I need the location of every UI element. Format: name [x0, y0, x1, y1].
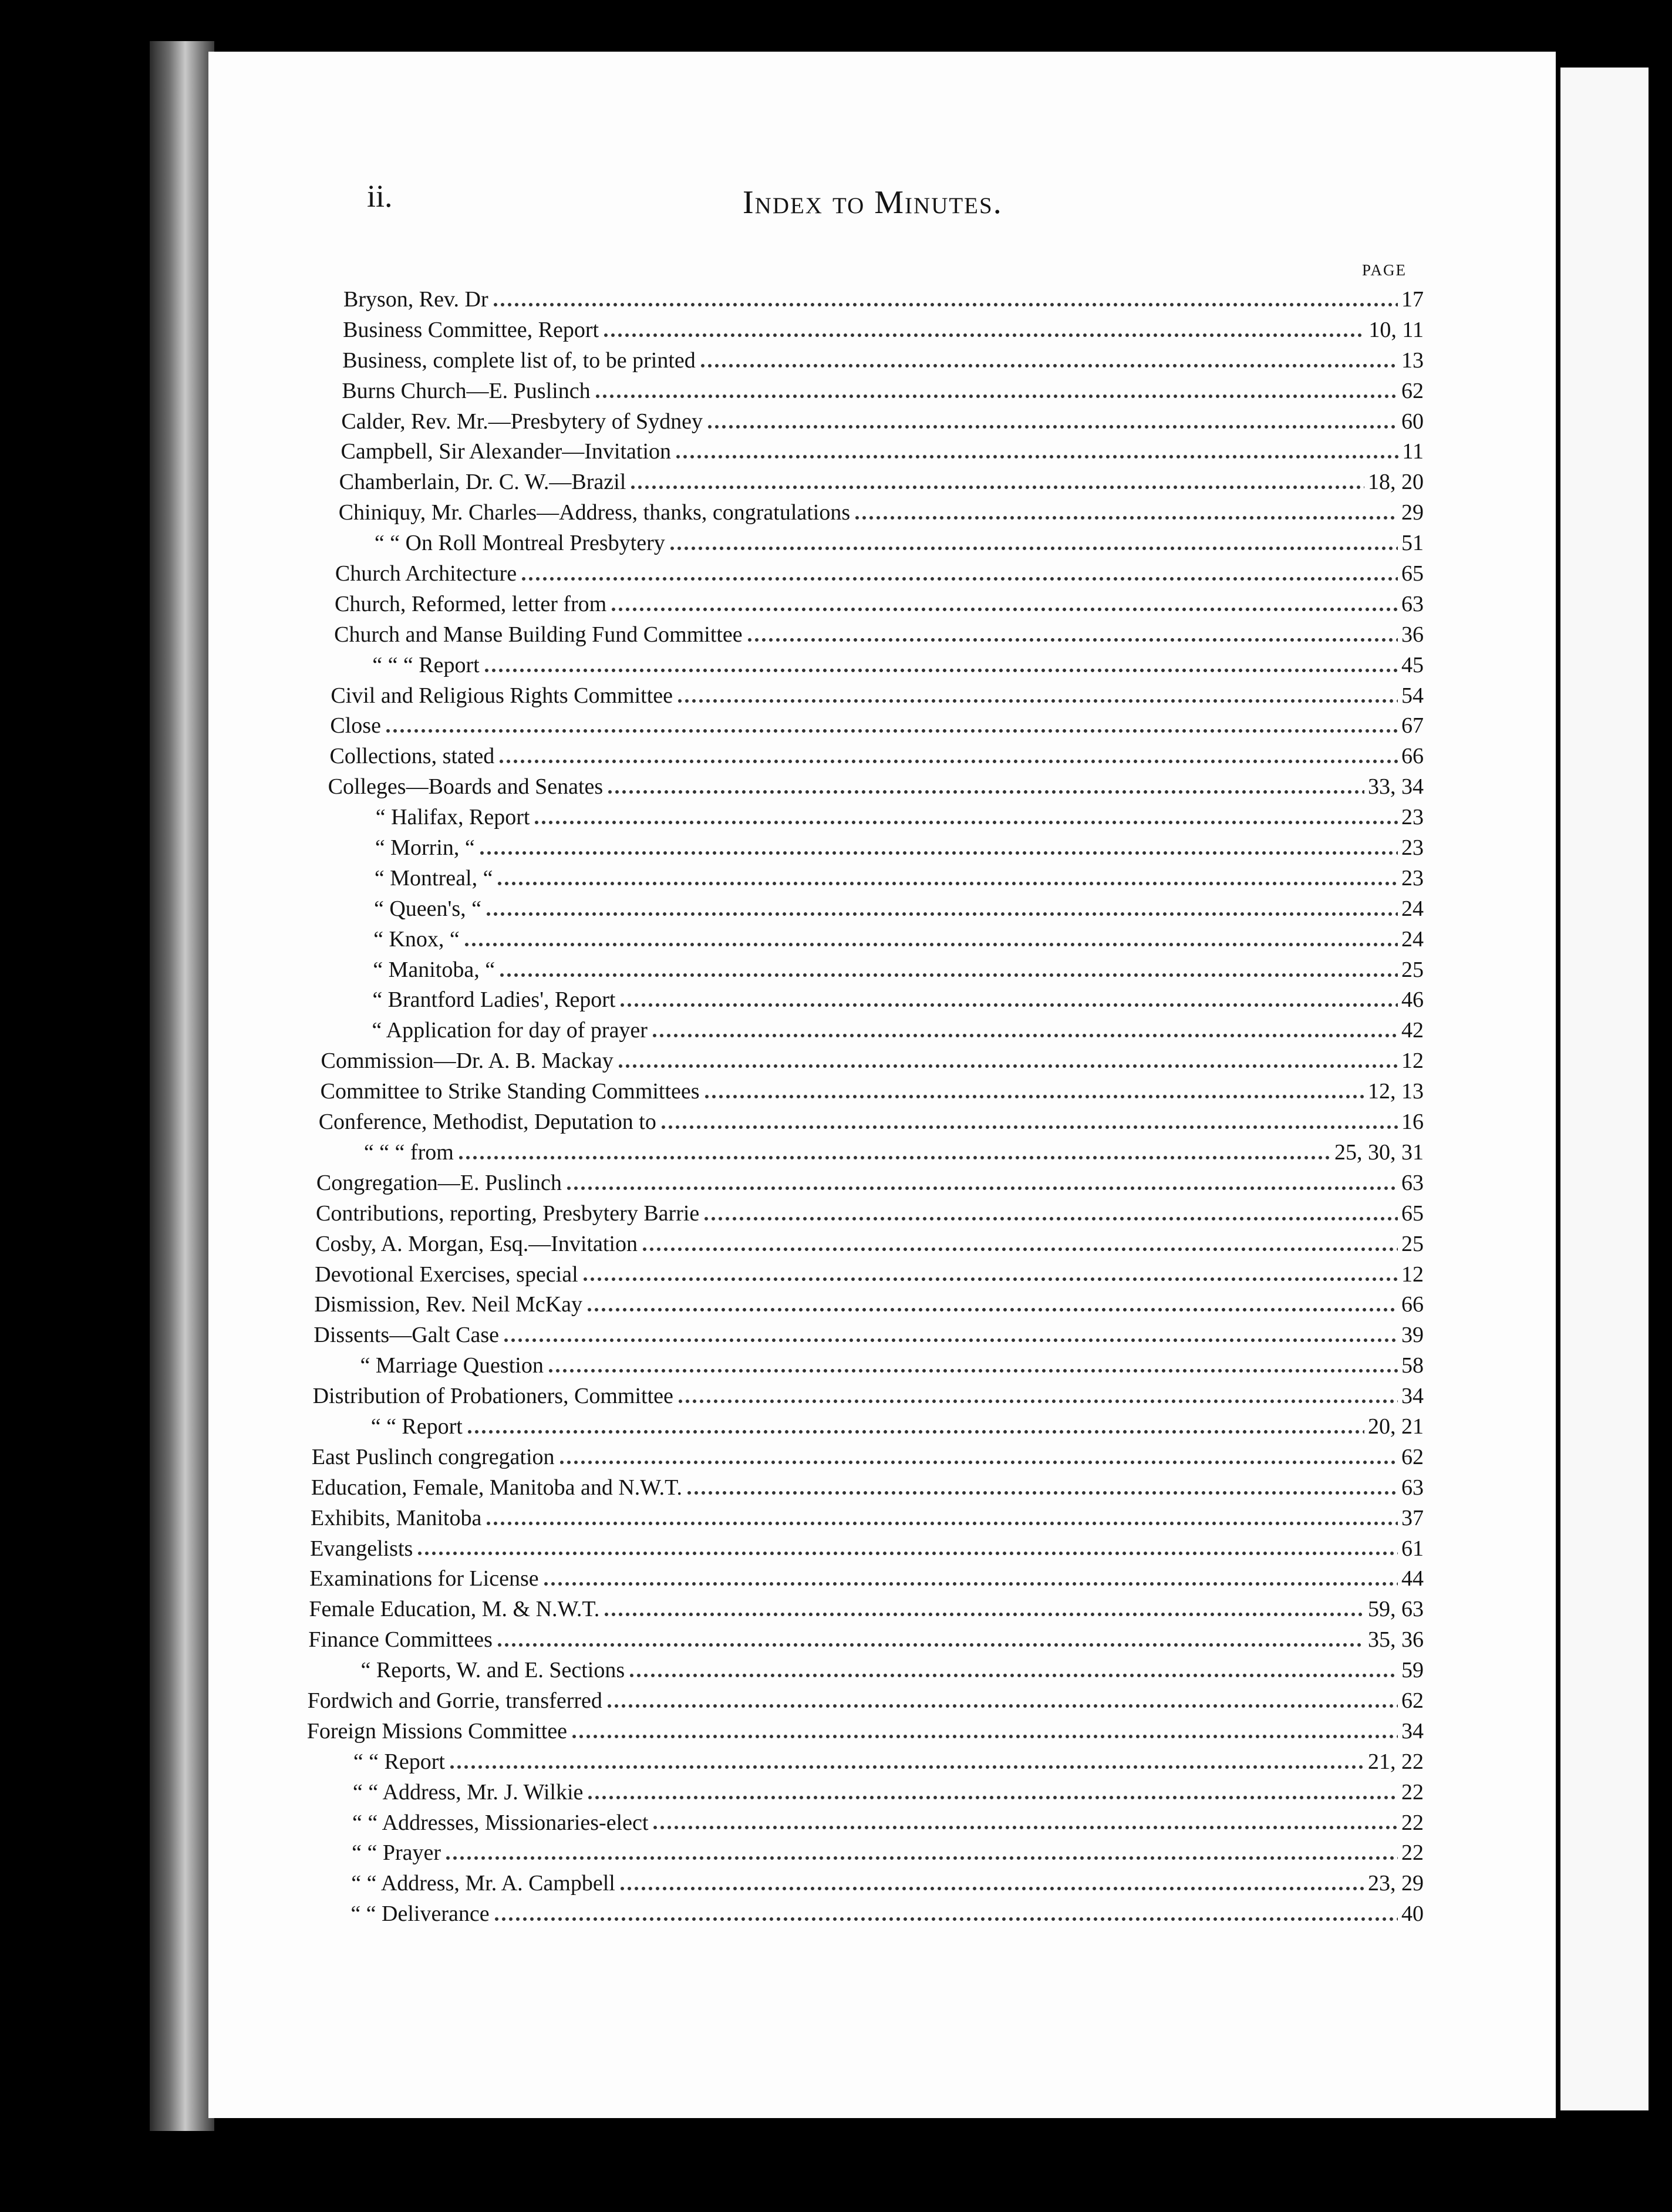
index-entry-pages: 51: [1401, 531, 1424, 556]
index-entry-label: Dismission, Rev. Neil McKay: [314, 1292, 582, 1317]
index-entry-pages: 12, 13: [1368, 1079, 1424, 1104]
index-entry: [330, 376, 1424, 407]
page-title: Index to Minutes.: [743, 184, 1003, 221]
index-entry-label: Close: [330, 713, 381, 739]
index-entry-label: Cosby, A. Morgan, Esq.—Invitation: [315, 1231, 638, 1256]
index-entry-label: Business Committee, Report: [343, 317, 599, 342]
index-entry: [329, 467, 1424, 498]
index-entry: [326, 620, 1424, 650]
index-entry-pages: 22: [1401, 1779, 1424, 1805]
index-entry: [308, 1686, 1424, 1717]
adjacent-page-edge: [1560, 68, 1649, 2110]
index-entry: [321, 925, 1424, 955]
index-entry-label: “ Reports, W. and E. Sections: [360, 1658, 625, 1683]
index-entry: [318, 1107, 1424, 1138]
dot-leader: [629, 483, 1364, 491]
index-entry: [304, 1869, 1424, 1899]
index-entry-pages: 23: [1401, 865, 1424, 891]
index-entry-label: Fordwich and Gorrie, transferred: [307, 1688, 602, 1713]
index-entry-pages: 16: [1401, 1110, 1424, 1135]
dot-leader: [676, 697, 1398, 705]
index-entry-pages: 44: [1401, 1566, 1424, 1591]
index-entry: [325, 681, 1424, 712]
index-entry-label: “ Halifax, Report: [375, 805, 530, 830]
dot-leader: [854, 514, 1398, 522]
index-entry-pages: 39: [1401, 1323, 1424, 1348]
dot-leader: [385, 727, 1398, 735]
index-entry-pages: 63: [1401, 591, 1424, 616]
index-entry-label: “ Knox, “: [373, 926, 460, 952]
index-entry: [329, 437, 1424, 467]
dot-leader: [416, 1549, 1398, 1557]
index-entry: [312, 1412, 1424, 1442]
index-entry: [319, 1046, 1424, 1077]
index-entry-label: Contributions, reporting, Presbytery Barrie: [316, 1201, 700, 1226]
index-entry-pages: 66: [1401, 744, 1424, 769]
dot-leader: [498, 971, 1398, 979]
dot-leader: [617, 1062, 1398, 1070]
index-entry-label: Campbell, Sir Alexander—Invitation: [341, 439, 672, 464]
index-entry-pages: 34: [1401, 1384, 1424, 1409]
index-entry-label: Calder, Rev. Mr.—Presbytery of Sydney: [341, 409, 703, 434]
index-entry: [317, 1138, 1424, 1168]
index-entry-pages: 23: [1401, 805, 1424, 830]
dot-leader: [594, 392, 1398, 400]
dot-leader: [603, 1610, 1364, 1618]
index-entry: [305, 1808, 1424, 1839]
dot-leader: [582, 1275, 1398, 1283]
index-entry-pages: 63: [1401, 1170, 1424, 1195]
index-entry-label: Distribution of Probationers, Committee: [312, 1384, 673, 1409]
index-entry: [314, 1320, 1424, 1351]
index-entry: [316, 1199, 1424, 1229]
dot-leader: [498, 757, 1398, 766]
index-entry-label: “ Montreal, “: [374, 865, 493, 891]
index-entry: [326, 589, 1424, 620]
index-entry-pages: 62: [1401, 1688, 1424, 1713]
index-entry-pages: 59: [1401, 1658, 1424, 1683]
index-entry-label: “ “ “ from: [363, 1139, 454, 1165]
index-entry-pages: 67: [1401, 713, 1424, 739]
index-entry: [316, 1168, 1424, 1199]
index-entry-pages: 20, 21: [1368, 1414, 1424, 1439]
index-entry: [322, 833, 1424, 864]
index-entry-pages: 37: [1401, 1505, 1424, 1530]
index-entry: [315, 1229, 1424, 1260]
dot-leader: [619, 1001, 1398, 1009]
dot-leader: [746, 636, 1398, 644]
dot-leader: [606, 1702, 1398, 1710]
index-entry-pages: 29: [1401, 500, 1424, 525]
index-entry-pages: 24: [1401, 926, 1424, 952]
dot-leader: [699, 362, 1398, 370]
index-entry: [324, 741, 1424, 772]
index-entry-label: Examinations for License: [309, 1566, 539, 1591]
index-entry-label: Dissents—Galt Case: [314, 1323, 499, 1348]
index-entry-label: “ “ Address, Mr. A. Campbell: [351, 1871, 615, 1896]
index-entry: [314, 1290, 1424, 1320]
index-entry-pages: 10, 11: [1368, 317, 1424, 342]
index-entry: [328, 498, 1424, 528]
dot-leader: [619, 1884, 1364, 1893]
dot-leader: [677, 1397, 1398, 1405]
index-entry-pages: 35, 36: [1368, 1627, 1424, 1653]
index-entry: [307, 1717, 1424, 1747]
dot-leader: [466, 1428, 1364, 1436]
index-entry-label: Church Architecture: [335, 561, 517, 586]
index-entry-label: “ “ On Roll Montreal Presbytery: [374, 531, 665, 556]
index-entry-pages: 17: [1401, 287, 1424, 312]
index-entry: [309, 1564, 1424, 1594]
index-page: [208, 52, 1556, 2118]
index-entry: [328, 528, 1424, 559]
dot-leader: [503, 1336, 1398, 1344]
dot-leader: [610, 605, 1398, 613]
index-entry-label: Business, complete list of, to be printed: [342, 348, 696, 373]
page-column-label: PAGE: [1362, 261, 1407, 279]
index-entry-pages: 12: [1401, 1048, 1424, 1074]
index-entry-pages: 36: [1401, 622, 1424, 647]
index-entry-pages: 66: [1401, 1292, 1424, 1317]
dot-leader: [463, 940, 1398, 949]
index-entry-label: Foreign Missions Committee: [306, 1718, 568, 1744]
index-entry-label: “ “ Addresses, Missionaries-elect: [352, 1810, 649, 1835]
index-entry: [321, 894, 1424, 925]
index-entry-label: Church, Reformed, letter from: [335, 591, 607, 616]
dot-leader: [660, 1123, 1398, 1131]
index-entry-label: “ Queen's, “: [374, 896, 482, 921]
index-entry-label: Female Education, M. & N.W.T.: [309, 1597, 600, 1622]
index-entry-pages: 25: [1401, 1231, 1424, 1256]
index-entry-pages: 11: [1402, 439, 1424, 464]
index-entry: [311, 1503, 1424, 1534]
index-entry-pages: 62: [1401, 378, 1424, 403]
index-entry-pages: 13: [1401, 348, 1424, 373]
dot-leader: [485, 910, 1398, 918]
index-entry-pages: 46: [1401, 987, 1424, 1013]
index-entry-label: Chamberlain, Dr. C. W.—Brazil: [339, 470, 626, 495]
index-entry: [322, 864, 1424, 894]
index-entry-pages: 34: [1401, 1718, 1424, 1744]
index-entry-pages: 58: [1401, 1353, 1424, 1378]
index-entry-label: “ Morrin, “: [375, 835, 475, 861]
index-entry-label: Education, Female, Manitoba and N.W.T.: [311, 1475, 683, 1500]
book-spine: [150, 41, 214, 2131]
index-entry: [312, 1442, 1424, 1473]
dot-leader: [571, 1732, 1398, 1741]
index-entry: [311, 1473, 1424, 1503]
index-entry: [313, 1381, 1424, 1412]
index-entry-pages: 40: [1401, 1901, 1424, 1927]
index-entry: [310, 1534, 1424, 1564]
index-entry-pages: 54: [1401, 683, 1424, 708]
index-entry: [315, 1260, 1424, 1290]
index-entry-label: Finance Committees: [308, 1627, 493, 1653]
index-entry-label: Collections, stated: [329, 744, 495, 769]
dot-leader: [496, 1641, 1364, 1649]
index-entry-label: “ “ Deliverance: [350, 1901, 490, 1927]
index-entry-pages: 21, 22: [1368, 1749, 1424, 1774]
index-entry-pages: 61: [1401, 1536, 1424, 1561]
index-entry: [314, 1351, 1424, 1381]
index-entry-pages: 65: [1401, 561, 1424, 586]
index-entry: [329, 407, 1424, 437]
dot-leader: [444, 1854, 1398, 1862]
dot-leader: [496, 879, 1398, 888]
dot-leader: [483, 666, 1398, 675]
dot-leader: [706, 423, 1398, 431]
index-entry-label: “ Brantford Ladies', Report: [372, 987, 616, 1013]
index-entry-pages: 12: [1401, 1262, 1424, 1287]
index-entry-label: “ “ Address, Mr. J. Wilkie: [352, 1779, 584, 1805]
index-entry: [324, 711, 1424, 741]
index-entry: [323, 772, 1424, 802]
index-entry-pages: 63: [1401, 1475, 1424, 1500]
dot-leader: [651, 1031, 1398, 1040]
index-entry-label: Burns Church—E. Puslinch: [342, 378, 591, 403]
index-entry-label: Evangelists: [310, 1536, 413, 1561]
index-entry: [319, 1016, 1424, 1046]
index-entry: [331, 315, 1424, 346]
dot-leader: [485, 1519, 1398, 1528]
index-entry-label: Church and Manse Building Fund Committee: [334, 622, 743, 647]
index-entry-label: “ “ Report: [353, 1749, 445, 1774]
index-entry-pages: 42: [1401, 1018, 1424, 1043]
index-entry: [323, 802, 1424, 833]
dot-leader: [652, 1823, 1398, 1832]
dot-leader: [675, 453, 1398, 461]
dot-leader: [520, 575, 1398, 583]
index-entry-label: Bryson, Rev. Dr: [343, 287, 488, 312]
index-entry-label: Commission—Dr. A. B. Mackay: [321, 1048, 613, 1074]
index-entry-pages: 23: [1401, 835, 1424, 861]
index-entry-pages: 23, 29: [1368, 1871, 1424, 1896]
index-entry-label: “ Application for day of prayer: [372, 1018, 648, 1043]
index-entry-label: Committee to Strike Standing Committees: [320, 1079, 700, 1104]
index-entry-pages: 45: [1401, 652, 1424, 677]
index-entry-pages: 25: [1401, 957, 1424, 982]
dot-leader: [533, 818, 1398, 827]
dot-leader: [669, 544, 1398, 552]
dot-leader: [547, 1367, 1398, 1375]
index-entry-label: Chiniquy, Mr. Charles—Address, thanks, congratulations: [338, 500, 851, 525]
index-entry-label: East Puslinch congregation: [311, 1444, 555, 1469]
index-entry-label: “ “ “ Report: [372, 652, 480, 677]
index-entry: [327, 559, 1424, 589]
index-entry: [306, 1747, 1424, 1778]
dot-leader: [565, 1184, 1398, 1192]
dot-leader: [703, 1092, 1364, 1101]
index-entry-pages: 60: [1401, 409, 1424, 434]
index-entry: [319, 985, 1424, 1016]
index-entry-label: Civil and Religious Rights Committee: [331, 683, 673, 708]
index-entry-pages: 25, 30, 31: [1334, 1139, 1424, 1165]
index-entry-label: “ “ Prayer: [352, 1840, 441, 1866]
dot-leader: [492, 301, 1398, 309]
index-entry-label: “ Marriage Question: [360, 1353, 544, 1378]
index-entry-label: Congregation—E. Puslinch: [316, 1170, 562, 1195]
dot-leader: [457, 1154, 1331, 1162]
index-entry-pages: 22: [1401, 1810, 1424, 1835]
index-entry-label: “ “ Report: [370, 1414, 463, 1439]
dot-leader: [558, 1458, 1398, 1466]
index-entry: [308, 1655, 1424, 1686]
dot-leader: [606, 788, 1364, 796]
index-entry: [318, 1077, 1424, 1107]
index-entry: [332, 285, 1424, 315]
dot-leader: [449, 1763, 1364, 1771]
index-entry-pages: 62: [1401, 1444, 1424, 1469]
index-entry-pages: 59, 63: [1368, 1597, 1424, 1622]
index-entry-label: Exhibits, Manitoba: [311, 1505, 482, 1530]
index-entry-label: Colleges—Boards and Senates: [328, 774, 604, 800]
dot-leader: [602, 331, 1365, 339]
index-entry-label: “ Manitoba, “: [373, 957, 495, 982]
dot-leader: [478, 849, 1398, 857]
dot-leader: [686, 1489, 1398, 1497]
index-entry-pages: 24: [1401, 896, 1424, 921]
index-entry: [325, 650, 1424, 681]
dot-leader: [703, 1215, 1398, 1223]
index-entry: [309, 1594, 1424, 1625]
dot-leader: [628, 1671, 1398, 1680]
index-entry: [305, 1838, 1424, 1869]
dot-leader: [641, 1245, 1398, 1253]
index-entry-pages: 22: [1401, 1840, 1424, 1866]
index-entry: [331, 346, 1424, 376]
dot-leader: [542, 1580, 1398, 1588]
index-entry-pages: 65: [1401, 1201, 1424, 1226]
index-entry-pages: 33, 34: [1368, 774, 1424, 800]
dot-leader: [586, 1306, 1398, 1314]
index-entry-pages: 18, 20: [1368, 470, 1424, 495]
page-number: ii.: [367, 178, 393, 214]
index-entry: [308, 1625, 1424, 1655]
index-entry-label: Conference, Methodist, Deputation to: [318, 1110, 656, 1135]
dot-leader: [586, 1793, 1398, 1802]
index-entry: [320, 955, 1424, 986]
index-entry-label: Devotional Exercises, special: [315, 1262, 578, 1287]
index-entry: [306, 1778, 1424, 1808]
index-entry: [304, 1899, 1424, 1930]
dot-leader: [493, 1915, 1398, 1923]
index-entry-list: [306, 285, 1424, 1930]
